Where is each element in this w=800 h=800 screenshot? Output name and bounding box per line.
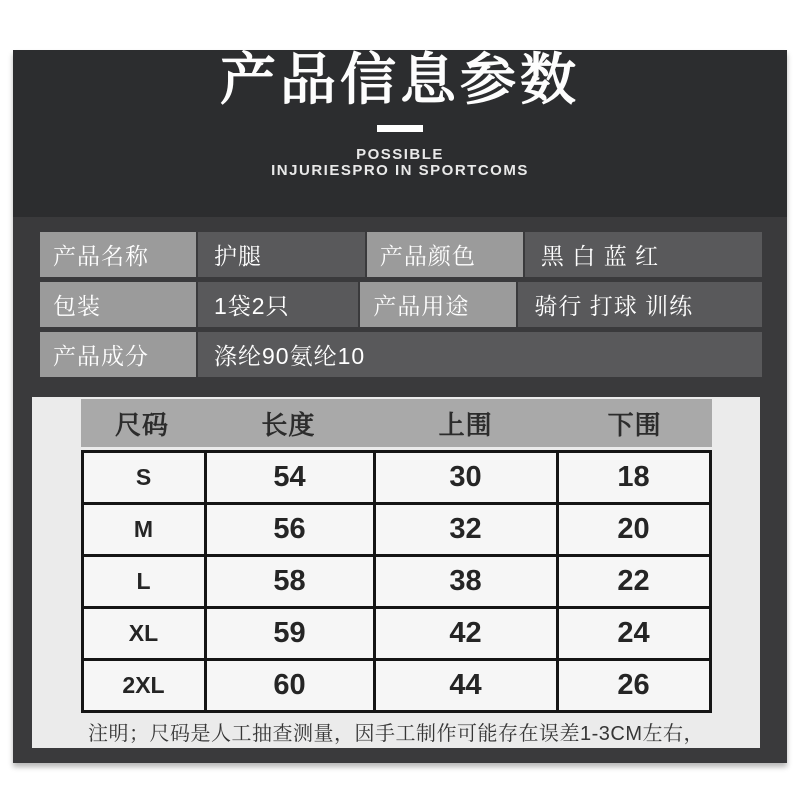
- info-label-product-name: 产品名称: [40, 232, 196, 277]
- size-table-header-size: 尺码: [114, 409, 169, 440]
- size-table-cell: 56: [207, 505, 373, 554]
- size-table-cell: 42: [376, 609, 556, 658]
- info-value-product-color: 黑 白 蓝 红: [525, 232, 762, 277]
- size-table-cell: 2XL: [84, 661, 204, 710]
- size-note: 注明；尺码是人工抽查测量，因手工制作可能存在误差1-3CM左右，: [87, 723, 704, 745]
- info-section: [13, 217, 787, 377]
- size-table-body: [81, 450, 712, 713]
- size-table-cell: 38: [376, 557, 556, 606]
- size-table-cell: 58: [207, 557, 373, 606]
- size-table-cell: 26: [559, 661, 709, 710]
- size-table-cell: 18: [559, 453, 709, 502]
- info-label-packaging: 包装: [40, 282, 196, 327]
- size-table-cell: 44: [376, 661, 556, 710]
- info-row-1: [40, 232, 762, 277]
- size-table-cell: 60: [207, 661, 373, 710]
- info-row-2: [40, 282, 762, 327]
- size-table-header-lower: 下围: [607, 409, 662, 440]
- info-value-composition: 涤纶90氨纶10: [198, 332, 762, 377]
- size-table-header: [81, 399, 712, 447]
- info-label-composition: 产品成分: [40, 332, 196, 377]
- page-title: 产品信息参数: [220, 50, 580, 111]
- info-label-product-use: 产品用途: [360, 282, 516, 327]
- info-value-product-name: 护腿: [198, 232, 365, 277]
- size-table-header-upper: 上围: [438, 409, 493, 440]
- size-table-cell: 22: [559, 557, 709, 606]
- size-table-cell: 30: [376, 453, 556, 502]
- info-label-product-color: 产品颜色: [367, 232, 523, 277]
- size-table-cell: 20: [559, 505, 709, 554]
- size-table-cell: 54: [207, 453, 373, 502]
- product-info-panel: [13, 50, 787, 763]
- subtitle-line-1: POSSIBLE: [356, 146, 444, 163]
- subtitle-line-2: INJURIESPRO IN SPORTCOMS: [271, 161, 529, 179]
- size-table-cell: XL: [84, 609, 204, 658]
- size-table-panel: [32, 397, 760, 748]
- info-value-product-use: 骑行 打球 训练: [518, 282, 762, 327]
- size-table-cell: L: [84, 557, 204, 606]
- size-table-cell: 59: [207, 609, 373, 658]
- size-table-cell: S: [84, 453, 204, 502]
- info-row-3: [40, 332, 762, 377]
- size-table-header-length: 长度: [261, 409, 316, 440]
- info-value-packaging: 1袋2只: [198, 282, 358, 327]
- title-divider: [377, 125, 423, 132]
- size-table-cell: 24: [559, 609, 709, 658]
- size-table-cell: M: [84, 505, 204, 554]
- panel-header: [13, 50, 787, 217]
- size-table-cell: 32: [376, 505, 556, 554]
- size-table: [81, 399, 712, 746]
